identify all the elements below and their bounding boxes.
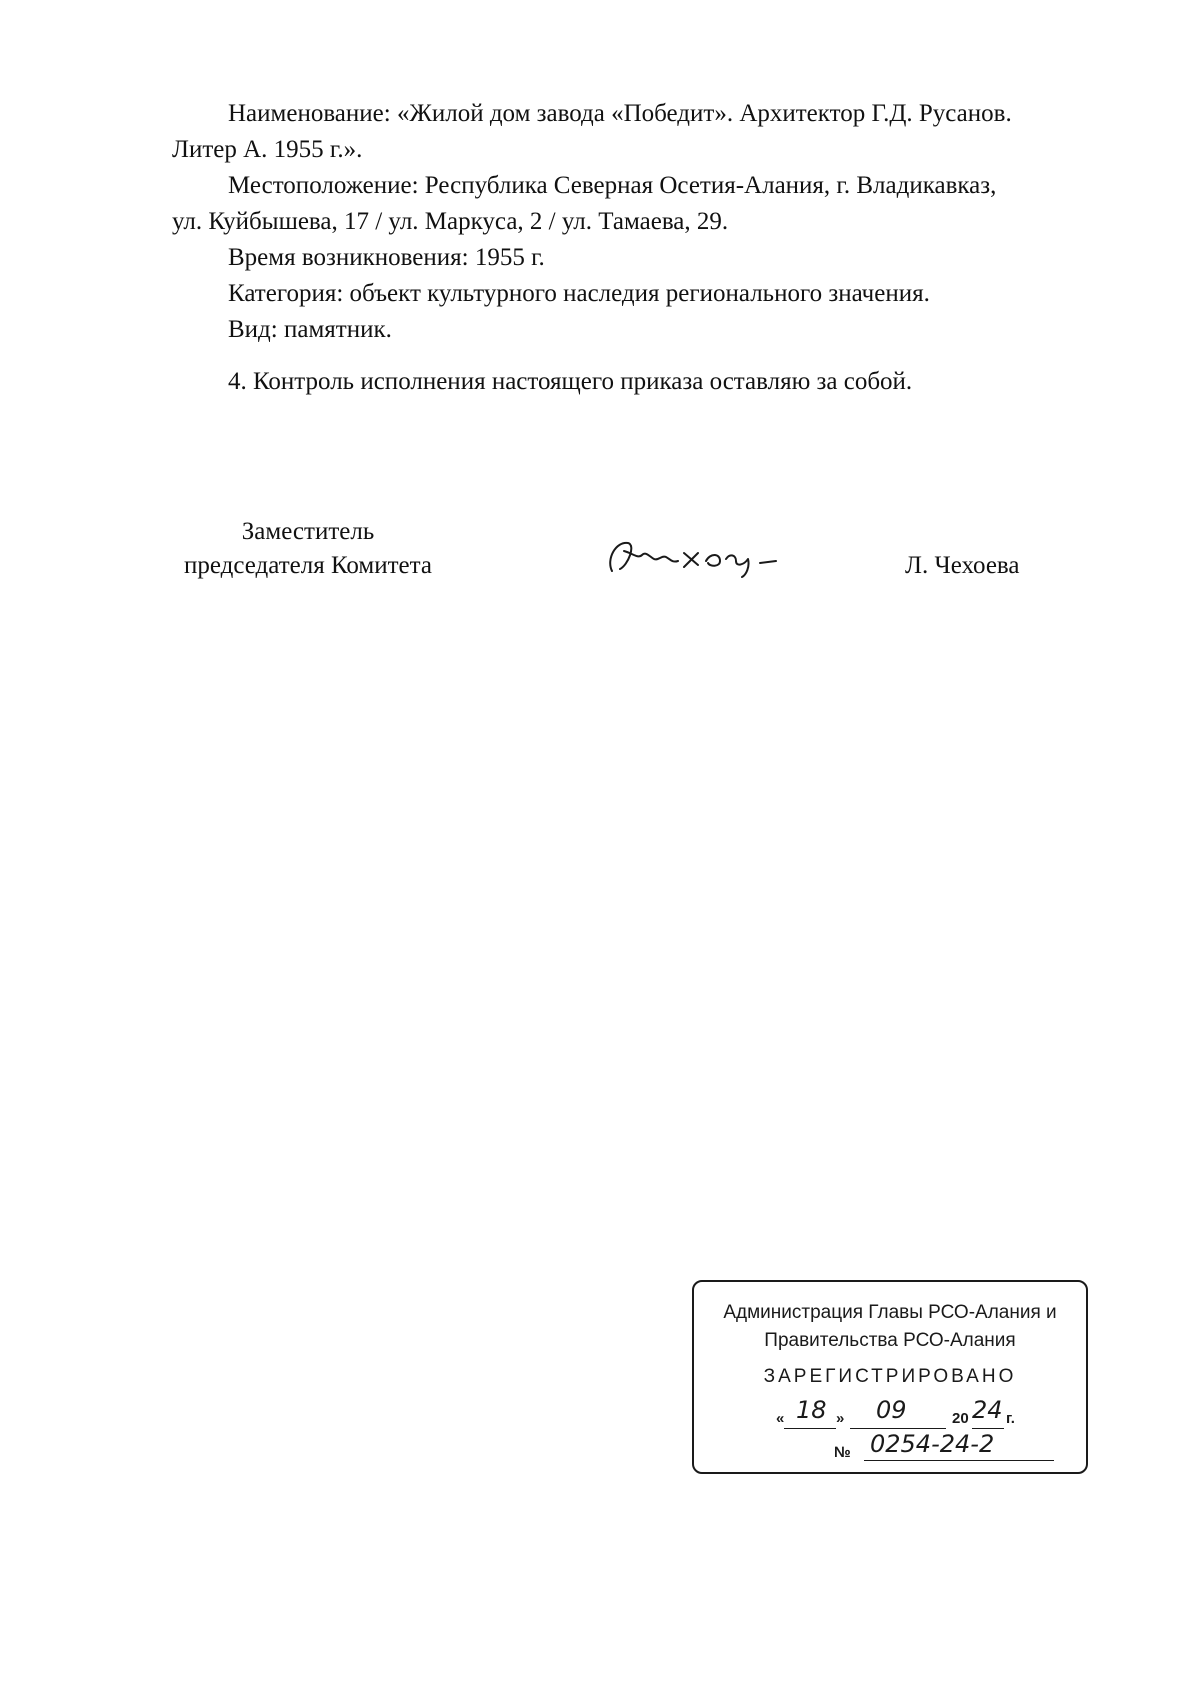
location-line: Местоположение: Республика Северная Осетия-Алания, г. Владикавказ,	[228, 172, 997, 199]
stamp-month: 09	[876, 1396, 907, 1424]
stamp-registered-label: ЗАРЕГИСТРИРОВАНО	[763, 1366, 1017, 1387]
stamp-date	[776, 1398, 1036, 1434]
signer-name: Л. Чехоева	[905, 552, 1020, 579]
stamp-day: 18	[796, 1396, 827, 1424]
paragraph-gap	[172, 348, 1112, 364]
stamp-year-suffix: 24	[972, 1396, 1003, 1424]
stamp-year-unit: г.	[1006, 1410, 1015, 1427]
stamp-month-underline	[850, 1428, 946, 1429]
stamp-day-underline	[784, 1428, 836, 1429]
stamp-org-line2: Правительства РСО-Алания	[764, 1330, 1016, 1351]
handwritten-signature	[598, 531, 788, 581]
stamp-org-line1: Администрация Главы РСО-Алания и	[723, 1302, 1057, 1323]
stamp-year-underline	[972, 1428, 1004, 1429]
signer-position	[158, 515, 458, 583]
order-text	[172, 96, 1112, 400]
category-line: Категория: объект культурного наследия регионального значения.	[228, 280, 930, 307]
stamp-quote-open: «	[776, 1410, 785, 1427]
signer-position-line2: председателя Комитета	[184, 552, 432, 579]
origin-time-line: Время возникновения: 1955 г.	[228, 244, 545, 271]
stamp-quote-close: »	[836, 1410, 845, 1427]
stamp-registration-number	[834, 1430, 1074, 1468]
naming-continuation: Литер А. 1955 г.».	[172, 136, 363, 163]
signer-position-line1: Заместитель	[241, 518, 375, 545]
stamp-number-underline	[864, 1460, 1054, 1461]
stamp-number-value: 0254-24-2	[870, 1430, 995, 1458]
stamp-year-prefix: 20	[952, 1410, 969, 1427]
stamp-number-label: №	[834, 1444, 851, 1461]
kind-line: Вид: памятник.	[228, 316, 392, 343]
registration-stamp	[692, 1280, 1088, 1474]
location-continuation: ул. Куйбышева, 17 / ул. Маркуса, 2 / ул. Тамаева, 29.	[172, 208, 729, 235]
naming-line: Наименование: «Жилой дом завода «Победит». Архитектор Г.Д. Русанов.	[228, 100, 1012, 127]
item-4-line: 4. Контроль исполнения настоящего приказа оставляю за собой.	[228, 368, 913, 395]
signature-block	[0, 515, 1200, 585]
